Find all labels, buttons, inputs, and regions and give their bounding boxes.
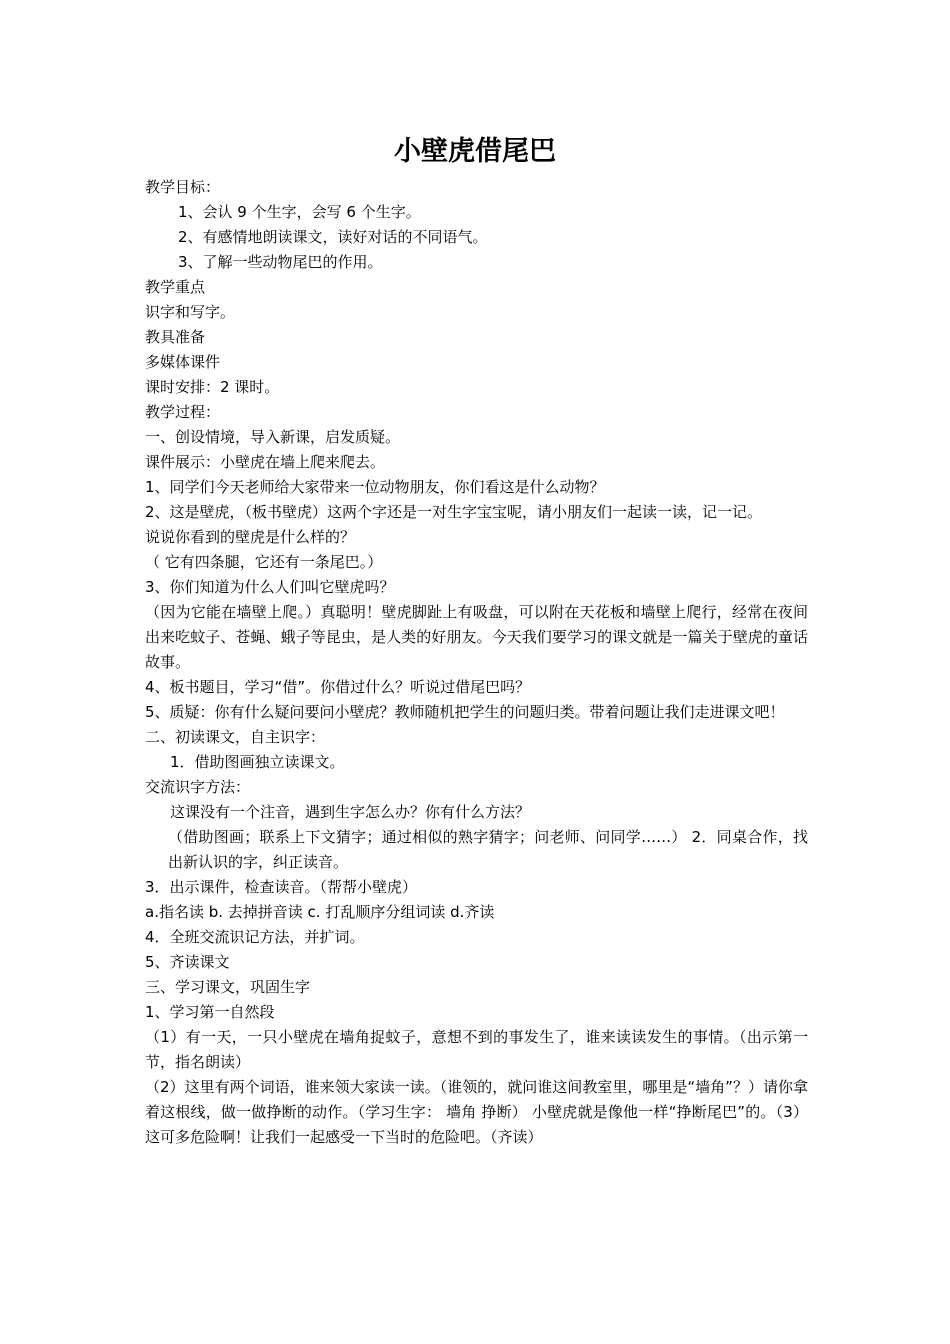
paragraph: 2、有感情地朗读课文，读好对话的不同语气。: [178, 228, 488, 246]
paragraph: 1、会认 9 个生字，会写 6 个生字。: [178, 203, 421, 221]
paragraph: 二、初读课文，自主识字：: [145, 728, 326, 746]
paragraph: 识字和写字。: [145, 303, 236, 321]
paragraph: （因为它能在墙壁上爬。）真聪明！壁虎脚趾上有吸盘，可以附在天花板和墙壁上爬行，经常在夜间出来吃蚊子、苍蝇、蛾子等昆虫，是人类的好朋友。今天我们要学习的课文就是一篇关于壁虎的童话故事。: [145, 603, 808, 671]
paragraph: 这课没有一个注音，遇到生字怎么办？你有什么方法？: [170, 803, 531, 821]
paragraph: 说说你看到的壁虎是什么样的？: [145, 528, 356, 546]
paragraph: 2、这是壁虎，（板书壁虎）这两个字还是一对生字宝宝呢，请小朋友们一起读一读，记一记。: [145, 503, 763, 521]
paragraph: 教具准备: [145, 328, 206, 346]
paragraph: 1、同学们今天老师给大家带来一位动物朋友，你们看这是什么动物？: [145, 478, 605, 496]
paragraph: 3、了解一些动物尾巴的作用。: [178, 253, 383, 271]
paragraph: 课时安排：2 课时。: [145, 378, 280, 396]
paragraph: 1．借助图画独立读课文。: [170, 753, 345, 771]
paragraph: 课件展示：小壁虎在墙上爬来爬去。: [145, 453, 386, 471]
paragraph: 3．出示课件，检查读音。（帮帮小壁虎）: [145, 878, 418, 896]
paragraph: 5、齐读课文: [145, 953, 230, 971]
paragraph: 教学目标：: [145, 178, 221, 196]
paragraph: 教学过程：: [145, 403, 221, 421]
paragraph: 4、板书题目，学习“借”。你借过什么？听说过借尾巴吗？: [145, 678, 531, 696]
paragraph: 多媒体课件: [145, 353, 221, 371]
paragraph: 5、质疑：你有什么疑问要问小壁虎？教师随机把学生的问题归类。带着问题让我们走进课文吧！: [145, 703, 785, 721]
paragraph: 4．全班交流识记方法，并扩词。: [145, 928, 365, 946]
document-body: [145, 175, 808, 1150]
paragraph: a.指名读 b. 去掉拼音读 c. 打乱顺序分组词读 d.齐读: [145, 903, 495, 921]
paragraph: 一、创设情境，导入新课，启发质疑。: [145, 428, 401, 446]
paragraph: 三、学习课文，巩固生字: [145, 978, 311, 996]
paragraph: （2）这里有两个词语，谁来领大家读一读。（谁领的，就问谁这间教室里，哪里是“墙角”？）请你拿着这根线，做一做挣断的动作。（学习生字： 墙角 挣断） 小壁虎就是像他一样“挣断尾巴”的。（3）这可多危险啊！让我们一起感受一下当时的危险吧。（齐读）: [145, 1078, 808, 1146]
paragraph: （借助图画；联系上下文猜字；通过相似的熟字猜字；问老师、问同学……） 2．同桌合作，找出新认识的字，纠正读音。: [168, 828, 808, 871]
paragraph: 交流识字方法：: [145, 778, 251, 796]
paragraph: （1）有一天，一只小壁虎在墙角捉蚊子，意想不到的事发生了，谁来读读发生的事情。（出示第一节，指名朗读）: [145, 1028, 808, 1071]
paragraph: 1、学习第一自然段: [145, 1003, 275, 1021]
paragraph: （ 它有四条腿，它还有一条尾巴。）: [145, 553, 383, 571]
paragraph: 教学重点: [145, 278, 206, 296]
document-title: 小壁虎借尾巴: [394, 136, 556, 167]
paragraph: 3、你们知道为什么人们叫它壁虎吗？: [145, 578, 395, 596]
